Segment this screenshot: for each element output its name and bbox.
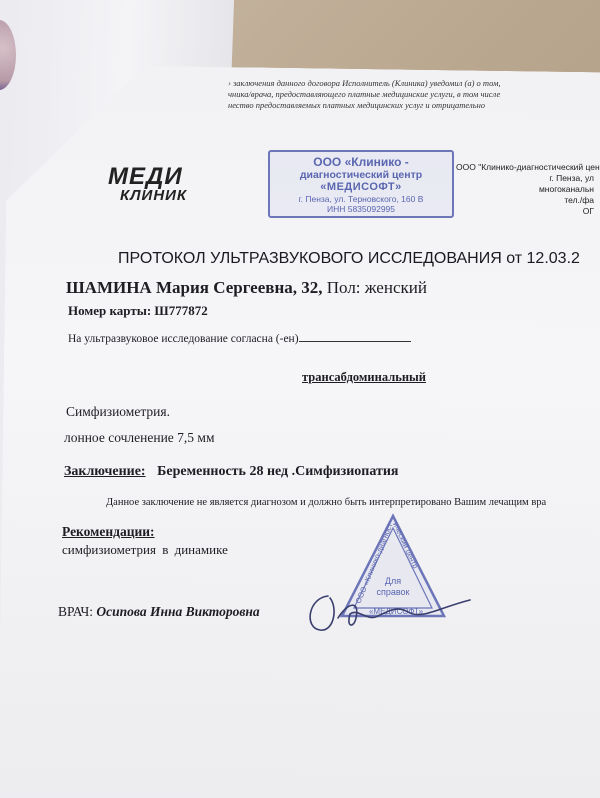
triangle-side-text: ООО «Клинико-диагностический центр [353, 520, 421, 605]
stamp-inn: ИНН 5835092995 [326, 204, 396, 214]
conclusion [64, 464, 399, 480]
clinic-stamp [268, 150, 454, 218]
sex-label: Пол: [326, 278, 361, 297]
finding-line1: Симфизиометрия. [66, 404, 170, 419]
doctor-line [58, 604, 260, 620]
back-page-line [0, 262, 5, 274]
back-page-line [0, 218, 6, 230]
patient-sex: женский [364, 278, 427, 297]
doctor-label: ВРАЧ: [58, 604, 94, 619]
logo-line2: КЛИНИК [120, 187, 188, 204]
card-number: Номер карты: Ш777872 [68, 303, 208, 318]
back-page-line [0, 229, 6, 241]
triangle-center2: справок [376, 587, 410, 597]
back-page-line [0, 284, 4, 296]
triangle-bottom-text: «МЕДИСОФТ» [368, 607, 424, 616]
stamp-line1: ООО «Клинико - [313, 155, 409, 169]
exam-method: трансабдоминальный [302, 370, 426, 384]
org-line3: многоканальн [538, 184, 594, 194]
org-line1: ООО "Клинико-диагностический цен [456, 162, 600, 172]
back-page-line [0, 273, 4, 285]
finding-line2: лонное сочленение 7,5 мм [64, 430, 215, 445]
contract-note [228, 78, 588, 111]
org-line5: ОГ [582, 206, 594, 216]
stamp-line3: «МЕДИСОФТ» [320, 181, 402, 193]
protocol-title: ПРОТОКОЛ УЛЬТРАЗВУКОВОГО ИССЛЕДОВАНИЯ от 12.03.2 [118, 250, 580, 267]
consent-line [68, 332, 411, 345]
signature-stroke [310, 596, 470, 630]
org-line4: тел./фа [564, 195, 594, 205]
patient-line [66, 278, 427, 298]
back-page-line [0, 251, 5, 263]
conclusion-label: Заключение: [64, 464, 146, 479]
conclusion-text: Беременность 28 нед .Симфизиопатия [157, 464, 399, 479]
stamp-address: г. Пенза, ул. Терновского, 160 В [298, 194, 424, 204]
doctor-name: Осипова Инна Викторовна [96, 604, 260, 619]
triangle-center1: Для [384, 576, 402, 586]
doctor-signature [298, 588, 474, 636]
logo-line1: МЕДИ [108, 163, 183, 190]
back-page-line [0, 295, 4, 307]
stamp-line2: диагностический центр [299, 169, 423, 181]
recommendations-label: Рекомендации: [62, 524, 155, 539]
org-line2: г. Пенза, ул [549, 173, 594, 183]
consent-signature-line [299, 332, 411, 342]
back-page-line [0, 240, 5, 252]
contract-note-line: нество предоставляемых платных медицинских услуг и отрицательно [228, 100, 486, 110]
disclaimer: Данное заключение не является диагнозом и должно быть интерпретировано Вашим лечащим вра [106, 497, 547, 508]
clinic-logo [108, 163, 238, 212]
contract-note-line: › заключения данного договора Исполнитель (Клиника) уведомил (а) о том, [228, 78, 501, 88]
recommendations-text: симфизиометрия в динамике [62, 542, 228, 557]
contract-note-line: чника/врача, предоставляющего платные медицинские услуги, в том числе [228, 89, 501, 99]
org-details [456, 162, 600, 217]
consent-text: На ультразвуковое исследование согласна (-ен) [68, 333, 299, 345]
patient-name: ШАМИНА Мария Сергеевна, 32, [66, 278, 323, 297]
